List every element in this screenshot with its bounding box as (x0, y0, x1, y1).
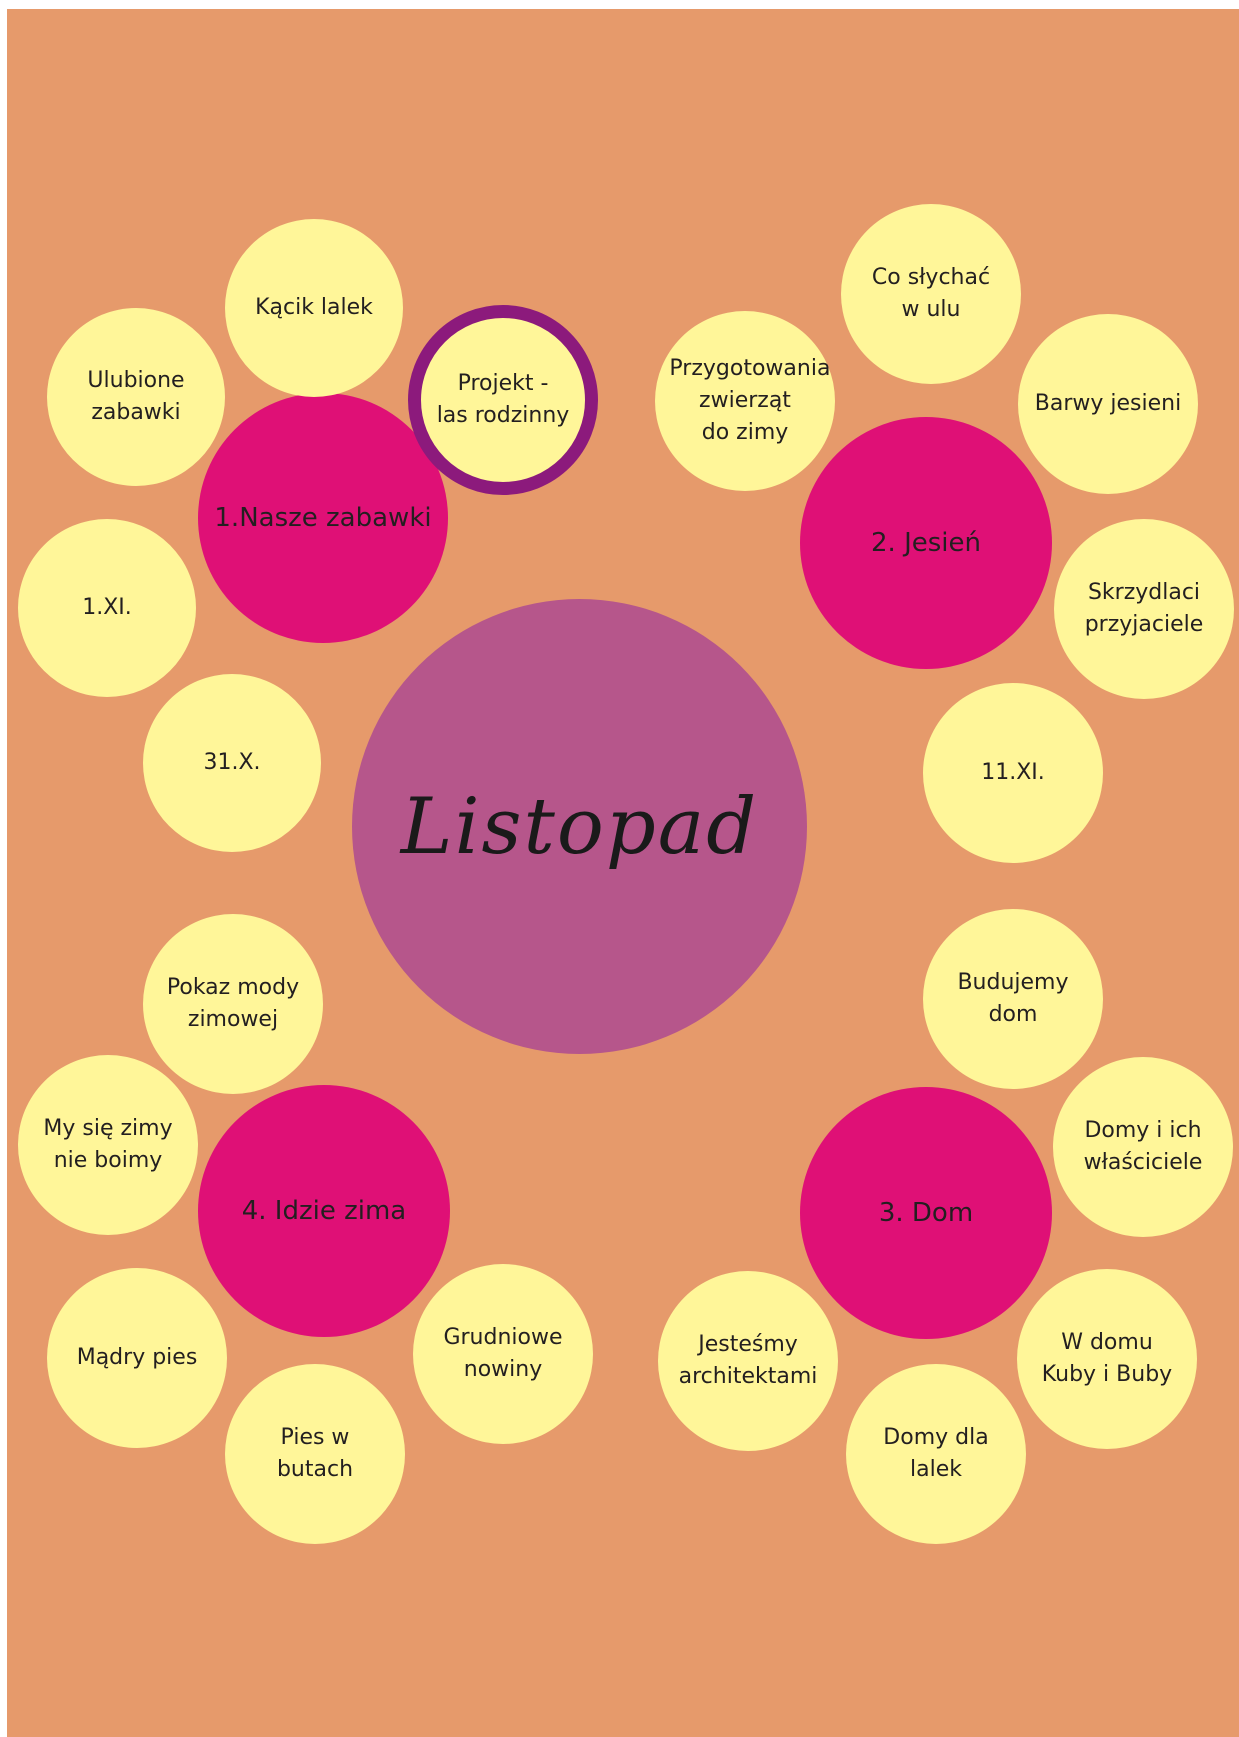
topic-label: Kącik lalek (255, 295, 373, 320)
topic-circle-4-3 (47, 1268, 227, 1448)
topic-label: My się zimy nie boimy (43, 1116, 173, 1173)
theme-label-2: 2. Jesień (871, 528, 981, 558)
topic-circle-4-1 (143, 914, 323, 1094)
topic-label: Domy i ich właściciele (1083, 1118, 1203, 1175)
topic-circle-2-3 (1018, 314, 1198, 494)
project-circle-1 (408, 305, 598, 495)
theme-circle-1 (198, 393, 448, 643)
topic-circle-2-4 (1054, 519, 1234, 699)
topic-label: Budujemy dom (957, 970, 1069, 1027)
topic-label: Jesteśmy architektami (678, 1332, 818, 1389)
topic-label: Pies w butach (276, 1425, 354, 1482)
topic-circle-3-4 (846, 1364, 1026, 1544)
topic-circle-1-4 (143, 674, 321, 852)
center-title: Listopad (400, 781, 759, 872)
project-label: Projekt - las rodzinny (436, 371, 570, 428)
topic-label: Domy dla lalek (883, 1425, 989, 1482)
center-title-circle (352, 599, 807, 1054)
topic-circle-2-5 (923, 683, 1103, 863)
topic-label: Skrzydlaci przyjaciele (1084, 580, 1204, 637)
theme-label-4: 4. Idzie zima (241, 1196, 407, 1226)
topic-label: Barwy jesieni (1034, 391, 1182, 416)
topic-circle-3-1 (923, 909, 1103, 1089)
topic-circle-3-3 (1017, 1269, 1197, 1449)
topic-label: 31.X. (203, 750, 261, 775)
topic-circle-4-5 (413, 1264, 593, 1444)
theme-label-3: 3. Dom (878, 1198, 974, 1228)
theme-label-1: 1.Nasze zabawki (214, 503, 432, 533)
theme-circle-3 (800, 1087, 1052, 1339)
topic-circle-2-2 (655, 311, 835, 491)
topic-circle-3-5 (658, 1271, 838, 1451)
theme-circle-2 (800, 417, 1052, 669)
topic-label: 11.XI. (981, 760, 1045, 785)
topic-label: Przygotowania zwierząt do zimy (669, 356, 831, 445)
topic-circle-4-4 (225, 1364, 405, 1544)
topic-label: Ulubione zabawki (87, 368, 185, 425)
topic-circle-4-2 (18, 1055, 198, 1235)
theme-circle-4 (198, 1085, 450, 1337)
topic-circle-1-2 (47, 308, 225, 486)
topic-circle-2-1 (841, 204, 1021, 384)
topic-circle-1-3 (18, 519, 196, 697)
topic-label: W domu Kuby i Buby (1041, 1330, 1173, 1387)
topic-circle-3-2 (1053, 1057, 1233, 1237)
mindmap-poster (7, 9, 1239, 1737)
topic-label: Pokaz mody zimowej (166, 975, 300, 1032)
topic-label: Grudniowe nowiny (443, 1325, 563, 1382)
topic-label: Mądry pies (76, 1345, 198, 1370)
topic-circle-1-1 (225, 219, 403, 397)
topic-label: 1.XI. (82, 595, 132, 620)
topic-label: Co słychać w ulu (871, 265, 991, 322)
